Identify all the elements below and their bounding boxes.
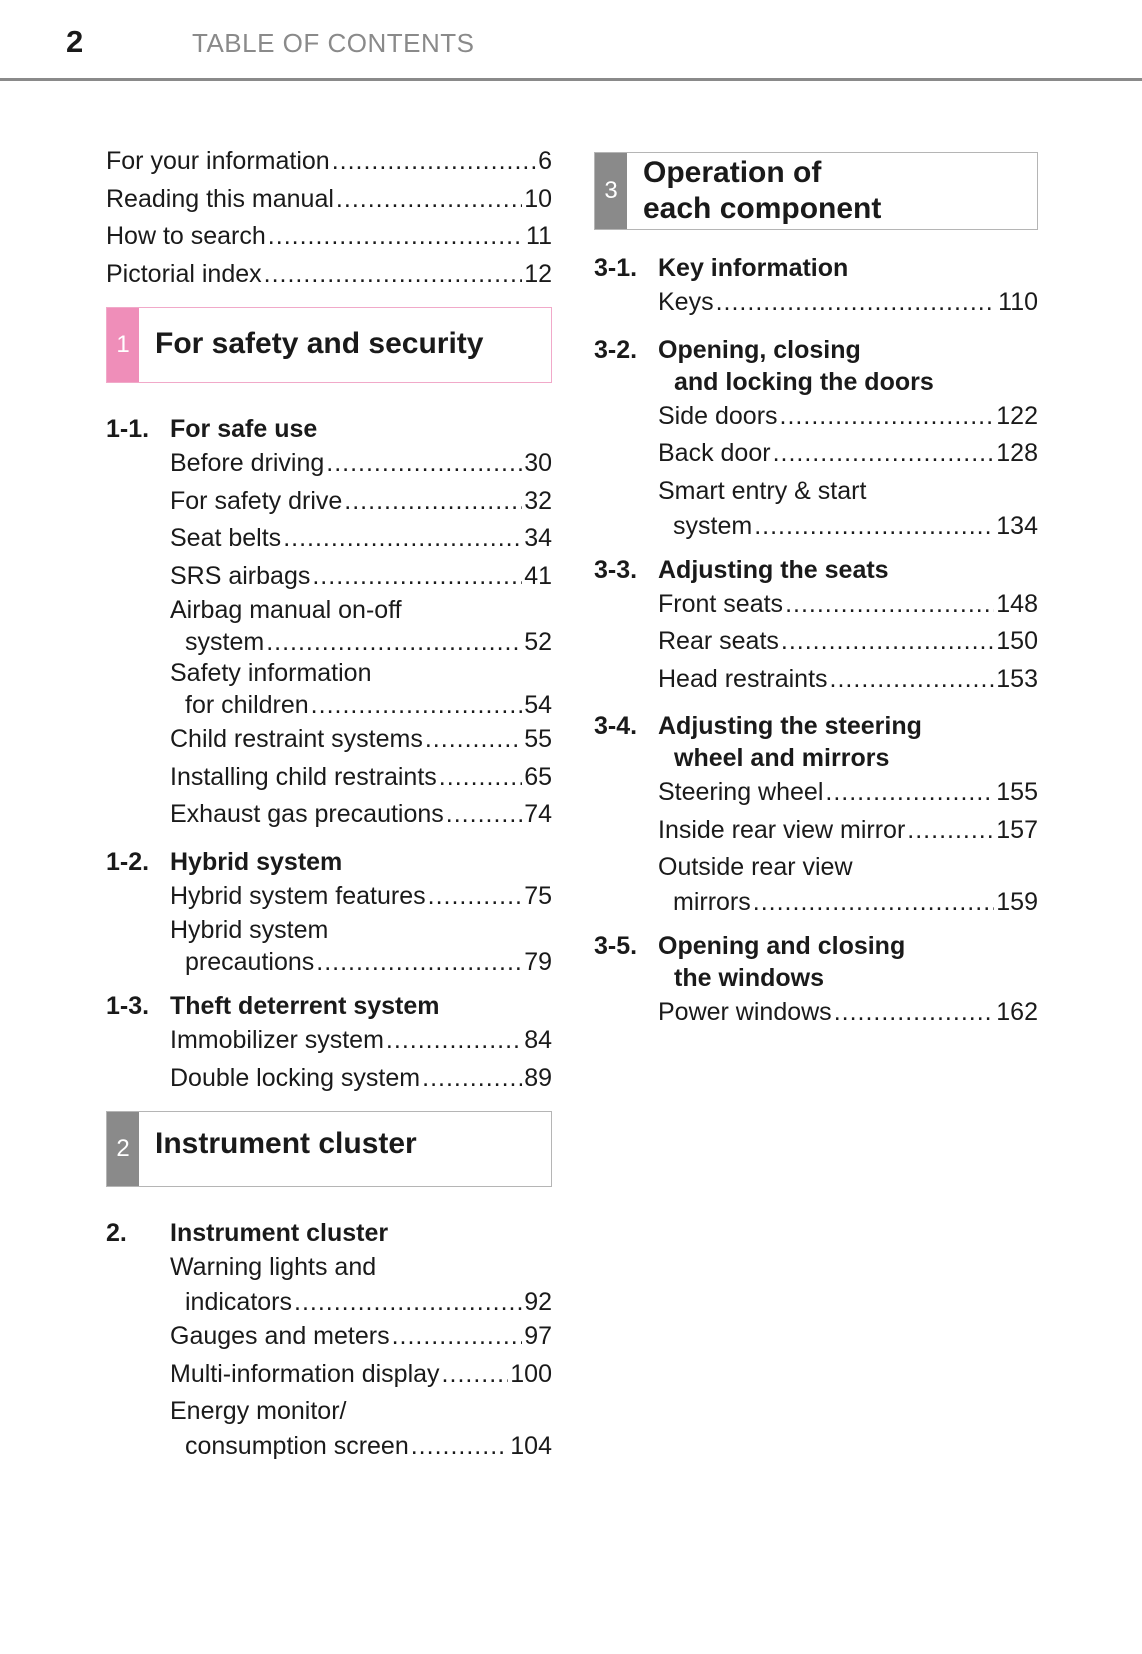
toc-entry-page: 74	[524, 800, 552, 828]
toc-entry-reading-this-manual[interactable]	[106, 181, 552, 219]
chapter-1-title: For safety and security	[155, 327, 484, 360]
toc-entry-label-line1: Safety information	[170, 659, 372, 687]
toc-entry-warning-lights[interactable]	[106, 1249, 552, 1318]
section-title: Theft deterrent system	[170, 992, 440, 1020]
leader-dots	[264, 256, 523, 294]
toc-entry-page: 65	[524, 762, 552, 791]
toc-entry-hybrid-system-precautions[interactable]	[106, 915, 552, 978]
toc-entry-page: 52	[524, 628, 552, 656]
section-title: For safe use	[170, 415, 318, 443]
toc-entry-for-your-information[interactable]	[106, 143, 552, 181]
toc-entry-label: Child restraint systems	[170, 725, 423, 753]
toc-entry-label-line2: system	[673, 511, 753, 540]
toc-entry-label-line1: Outside rear view	[658, 853, 853, 881]
page-header	[0, 0, 1142, 81]
page-number: 2	[66, 24, 84, 59]
toc-entry-label: Pictorial index	[106, 259, 262, 288]
toc-entry-label: Head restraints	[658, 664, 828, 693]
section-title: Opening, closing	[658, 335, 861, 364]
section-number: 1-1.	[106, 415, 150, 443]
section-number: 2.	[106, 1219, 127, 1247]
toc-entry-pictorial-index[interactable]	[106, 256, 552, 294]
toc-entry-child-restraint-systems[interactable]	[106, 721, 552, 759]
chapter-2-heading[interactable]	[106, 1111, 552, 1187]
section-2-heading[interactable]	[106, 1217, 552, 1249]
toc-entry-label: Inside rear view mirror	[658, 815, 906, 844]
toc-entry-label: Multi-information display	[170, 1359, 440, 1388]
leader-dots	[439, 759, 522, 797]
toc-entry-rear-seats[interactable]	[594, 623, 1038, 661]
chapter-2-title: Instrument cluster	[155, 1127, 417, 1160]
toc-entry-label: Gauges and meters	[170, 1322, 390, 1350]
leader-dots	[780, 398, 995, 436]
toc-entry-page: 54	[524, 691, 552, 719]
section-title-line2: the windows	[674, 964, 824, 992]
leader-dots	[266, 626, 522, 658]
toc-entry-label: How to search	[106, 222, 266, 250]
toc-entry-energy-monitor[interactable]	[106, 1393, 552, 1462]
toc-entry-page: 75	[524, 881, 552, 910]
leader-dots	[825, 774, 994, 812]
toc-entry-label: Rear seats	[658, 627, 779, 655]
leader-dots	[442, 1356, 509, 1394]
leader-dots	[312, 558, 522, 596]
toc-entry-label: Before driving	[170, 449, 325, 477]
leader-dots	[716, 284, 997, 322]
toc-entry-label: Installing child restraints	[170, 762, 437, 791]
leader-dots	[785, 586, 994, 624]
toc-entry-page: 110	[998, 288, 1038, 316]
toc-entry-label: Exhaust gas precautions	[170, 800, 444, 828]
toc-entry-label: Keys	[658, 288, 714, 316]
leader-dots	[316, 946, 522, 978]
chapter-2-tab: 2	[107, 1112, 139, 1186]
toc-entry-exhaust-gas-precautions[interactable]	[106, 796, 552, 834]
toc-entry-for-safety-drive[interactable]	[106, 483, 552, 521]
leader-dots	[428, 878, 523, 916]
leader-dots	[834, 994, 995, 1032]
toc-entry-airbag-manual[interactable]	[106, 595, 552, 658]
leader-dots	[392, 1318, 523, 1356]
toc-entry-label-line1: Energy monitor/	[170, 1397, 347, 1425]
section-1-2-heading[interactable]	[106, 846, 552, 878]
section-title: Key information	[658, 254, 849, 282]
leader-dots	[781, 623, 994, 661]
section-3-5-heading[interactable]	[594, 930, 1038, 994]
toc-entry-multi-information-display[interactable]	[106, 1356, 552, 1394]
toc-entry-double-locking-system[interactable]	[106, 1060, 552, 1098]
toc-entry-hybrid-system-features[interactable]	[106, 878, 552, 916]
toc-entry-page: 32	[524, 486, 552, 515]
toc-entry-page: 155	[996, 778, 1038, 806]
toc-entry-label-line2: mirrors	[673, 888, 751, 916]
section-1-1-heading[interactable]	[106, 413, 552, 445]
section-number: 3-4.	[594, 712, 638, 740]
section-title-line2: and locking the doors	[674, 367, 934, 396]
leader-dots	[344, 483, 522, 521]
section-3-4-heading[interactable]	[594, 710, 1038, 774]
toc-entry-front-seats[interactable]	[594, 586, 1038, 624]
toc-entry-label: For safety drive	[170, 486, 343, 515]
toc-entry-page: 128	[996, 439, 1038, 467]
toc-entry-head-restraints[interactable]	[594, 661, 1038, 699]
section-title: Adjusting the seats	[658, 555, 889, 584]
section-3-2-heading[interactable]	[594, 334, 1038, 398]
toc-entry-label-line2: system	[185, 628, 265, 656]
toc-entry-page: 12	[524, 259, 552, 288]
toc-entry-page: 150	[996, 627, 1038, 655]
toc-entry-label: Seat belts	[170, 524, 282, 552]
chapter-1-tab: 1	[107, 308, 139, 382]
leader-dots	[446, 796, 522, 834]
toc-entry-page: 159	[996, 888, 1038, 916]
toc-entry-label: Power windows	[658, 998, 832, 1026]
leader-dots	[773, 435, 995, 473]
toc-entry-immobilizer-system[interactable]	[106, 1022, 552, 1060]
toc-entry-safety-information-children[interactable]	[106, 658, 552, 721]
toc-entry-page: 10	[524, 184, 552, 213]
toc-entry-label-line1: Smart entry & start	[658, 476, 867, 505]
leader-dots	[336, 181, 522, 219]
leader-dots	[422, 1060, 522, 1098]
toc-entry-label: Side doors	[658, 401, 778, 430]
toc-entry-smart-entry[interactable]	[594, 473, 1038, 542]
toc-entry-label-line1: Warning lights and	[170, 1253, 377, 1281]
toc-entry-label: For your information	[106, 147, 330, 175]
toc-right-column	[594, 152, 1038, 1032]
toc-entry-page: 84	[524, 1026, 552, 1054]
toc-entry-steering-wheel[interactable]	[594, 774, 1038, 812]
leader-dots	[907, 812, 994, 850]
section-number: 3-2.	[594, 335, 638, 364]
toc-entry-srs-airbags[interactable]	[106, 558, 552, 596]
toc-entry-seat-belts[interactable]	[106, 520, 552, 558]
leader-dots	[294, 1286, 522, 1318]
toc-entry-outside-rear-view-mirrors[interactable]	[594, 849, 1038, 918]
toc-entry-label: Back door	[658, 439, 771, 467]
leader-dots	[311, 689, 523, 721]
leader-dots	[283, 520, 522, 558]
toc-entry-label-line1: Hybrid system	[170, 916, 329, 944]
chapter-1-heading[interactable]	[106, 307, 552, 383]
toc-entry-label: Reading this manual	[106, 184, 334, 213]
toc-entry-how-to-search[interactable]	[106, 218, 552, 256]
toc-entry-label: Front seats	[658, 589, 784, 618]
toc-entry-power-windows[interactable]	[594, 994, 1038, 1032]
leader-dots	[386, 1022, 522, 1060]
toc-entry-label: Steering wheel	[658, 778, 824, 806]
chapter-3-title-line1: Operation of	[643, 156, 822, 189]
toc-entry-before-driving[interactable]	[106, 445, 552, 483]
section-title: Opening and closing	[658, 932, 906, 960]
toc-entry-page: 100	[510, 1359, 552, 1388]
toc-entry-page: 92	[524, 1288, 552, 1316]
section-title: Adjusting the steering	[658, 712, 922, 740]
chapter-3-title	[643, 155, 881, 227]
toc-entry-label-line1: Airbag manual on-off	[170, 596, 402, 624]
chapter-3-tab: 3	[595, 153, 627, 229]
toc-entry-page: 122	[996, 401, 1038, 430]
toc-entry-back-door[interactable]	[594, 435, 1038, 473]
section-number: 1-2.	[106, 847, 150, 876]
section-number: 3-3.	[594, 555, 638, 584]
section-title: Instrument cluster	[170, 1219, 389, 1247]
toc-entry-keys[interactable]	[594, 284, 1038, 322]
toc-entry-label: Double locking system	[170, 1063, 421, 1092]
section-1-3-heading[interactable]	[106, 990, 552, 1022]
toc-entry-page: 6	[538, 147, 552, 175]
toc-entry-label-line2: consumption screen	[185, 1432, 409, 1460]
toc-left-column	[106, 143, 552, 1462]
leader-dots	[754, 510, 994, 542]
leader-dots	[268, 218, 524, 256]
section-title: Hybrid system	[170, 847, 343, 876]
toc-entry-label-line2: precautions	[185, 948, 315, 976]
toc-entry-label: Immobilizer system	[170, 1026, 384, 1054]
toc-entry-page: 148	[996, 589, 1038, 618]
leader-dots	[753, 886, 995, 918]
toc-entry-label: Hybrid system features	[170, 881, 426, 910]
section-3-3-heading[interactable]	[594, 554, 1038, 586]
toc-entry-page: 30	[524, 449, 552, 477]
toc-entry-page: 89	[524, 1063, 552, 1092]
toc-entry-page: 104	[510, 1432, 552, 1460]
header-title: TABLE OF CONTENTS	[192, 28, 475, 58]
section-number: 1-3.	[106, 992, 150, 1020]
section-number: 3-5.	[594, 932, 638, 960]
leader-dots	[332, 143, 536, 181]
toc-entry-page: 11	[526, 222, 552, 250]
toc-entry-page: 97	[524, 1322, 552, 1350]
toc-entry-page: 79	[524, 948, 552, 976]
leader-dots	[425, 721, 522, 759]
toc-entry-page: 34	[524, 524, 552, 552]
chapter-3-title-line2: each component	[643, 192, 882, 225]
section-3-1-heading[interactable]	[594, 252, 1038, 284]
leader-dots	[326, 445, 522, 483]
leader-dots	[830, 661, 995, 699]
toc-entry-inside-rear-view-mirror[interactable]	[594, 812, 1038, 850]
toc-entry-label: SRS airbags	[170, 561, 311, 590]
toc-entry-page: 162	[996, 998, 1038, 1026]
toc-entry-page: 55	[524, 725, 552, 753]
toc-entry-page: 41	[524, 561, 552, 590]
toc-entry-page: 134	[996, 511, 1038, 540]
chapter-3-heading[interactable]	[594, 152, 1038, 230]
toc-entry-label-line2: indicators	[185, 1288, 292, 1316]
section-number: 3-1.	[594, 254, 638, 282]
toc-entry-installing-child-restraints[interactable]	[106, 759, 552, 797]
toc-entry-gauges-and-meters[interactable]	[106, 1318, 552, 1356]
section-title-line2: wheel and mirrors	[674, 744, 890, 772]
toc-entry-page: 153	[996, 664, 1038, 693]
toc-entry-label-line2: for children	[185, 691, 309, 719]
toc-entry-page: 157	[996, 815, 1038, 844]
leader-dots	[411, 1430, 509, 1462]
toc-entry-side-doors[interactable]	[594, 398, 1038, 436]
